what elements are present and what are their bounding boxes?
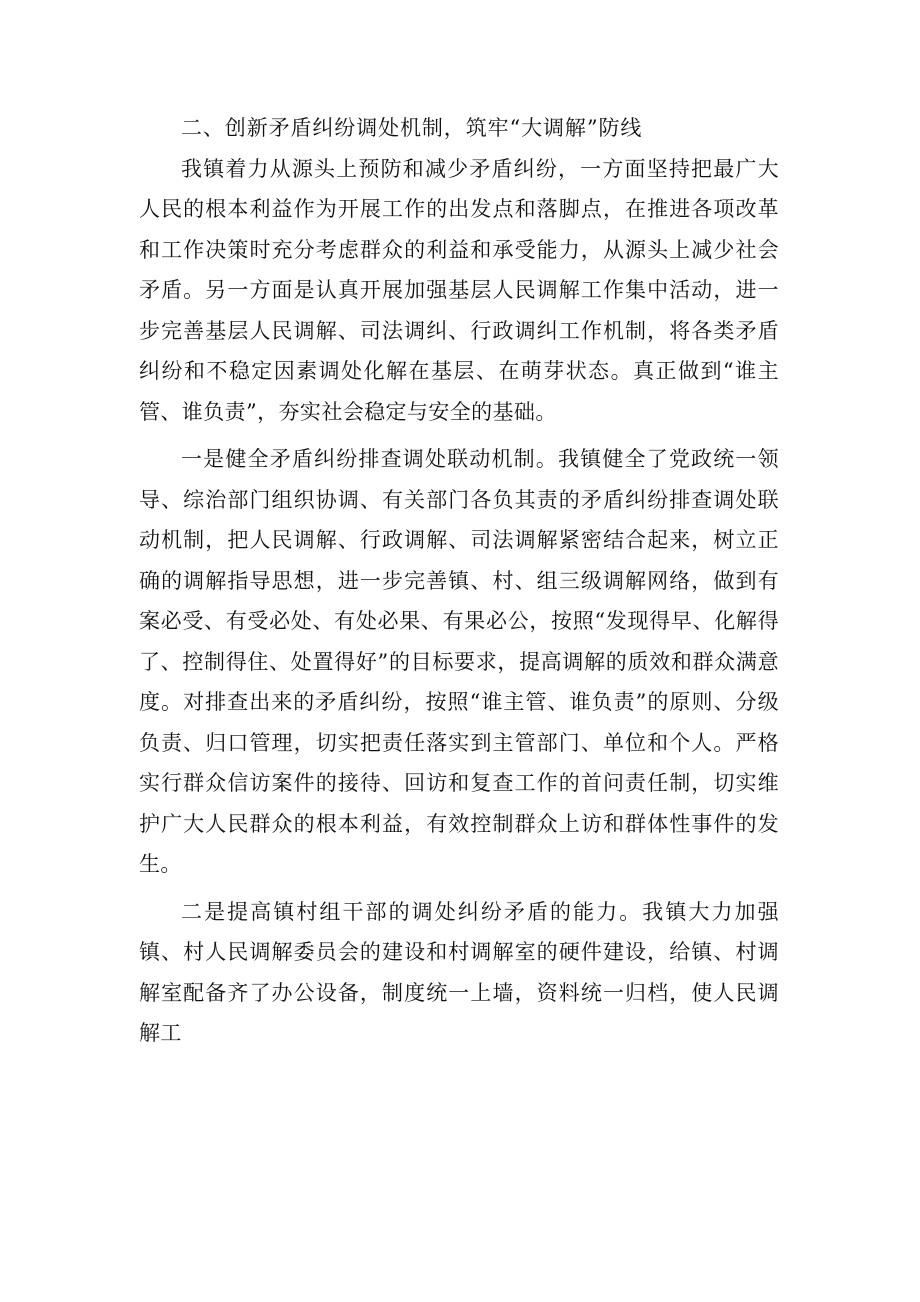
section-heading: 二、创新矛盾纠纷调处机制，筑牢“大调解”防线 (181, 116, 643, 140)
paragraph-source-prevention: 我镇着力从源头上预防和减少矛盾纠纷，一方面坚持把最广大人民的根本利益作为开展工作的出发点和落脚点，在推进各项改革和工作决策时充分考虑群众的利益和承受能力，从源头上减少社会矛盾。另一方面是认真开展加强基层人民调解工作集中活动，进一步完善基层人民调解、司法调纠、行政调纠工作机制，将各类矛盾纠纷和不稳定因素调处化解在基层、在萌芽状态。真正做到“谁主管、谁负责”，夯实社会稳定与安全的基础。 (139, 156, 779, 424)
paragraph-cadre-capability: 二是提高镇村组干部的调处纠纷矛盾的能力。我镇大力加强镇、村人民调解委员会的建设和村调解室的硬件建设，给镇、村调解室配备齐了办公设备，制度统一上墙，资料统一归档，使人民调解工 (139, 899, 779, 1045)
paragraph-linkage-mechanism: 一是健全矛盾纠纷排查调处联动机制。我镇健全了党政统一领导、综治部门组织协调、有关部门各负其责的矛盾纠纷排查调处联动机制，把人民调解、行政调解、司法调解紧密结合起来，树立正确的调解指导思想，进一步完善镇、村、组三级调解网络，做到有案必受、有受必处、有处必果、有果必公，按照“发现得早、化解得了、控制得住、处置得好”的目标要求，提高调解的质效和群众满意度。对排查出来的矛盾纠纷，按照“谁主管、谁负责”的原则、分级负责、归口管理，切实把责任落实到主管部门、单位和个人。严格实行群众信访案件的接待、回访和复查工作的首问责任制，切实维护广大人民群众的根本利益，有效控制群众上访和群体性事件的发生。 (139, 447, 779, 876)
document-body (139, 108, 779, 1054)
